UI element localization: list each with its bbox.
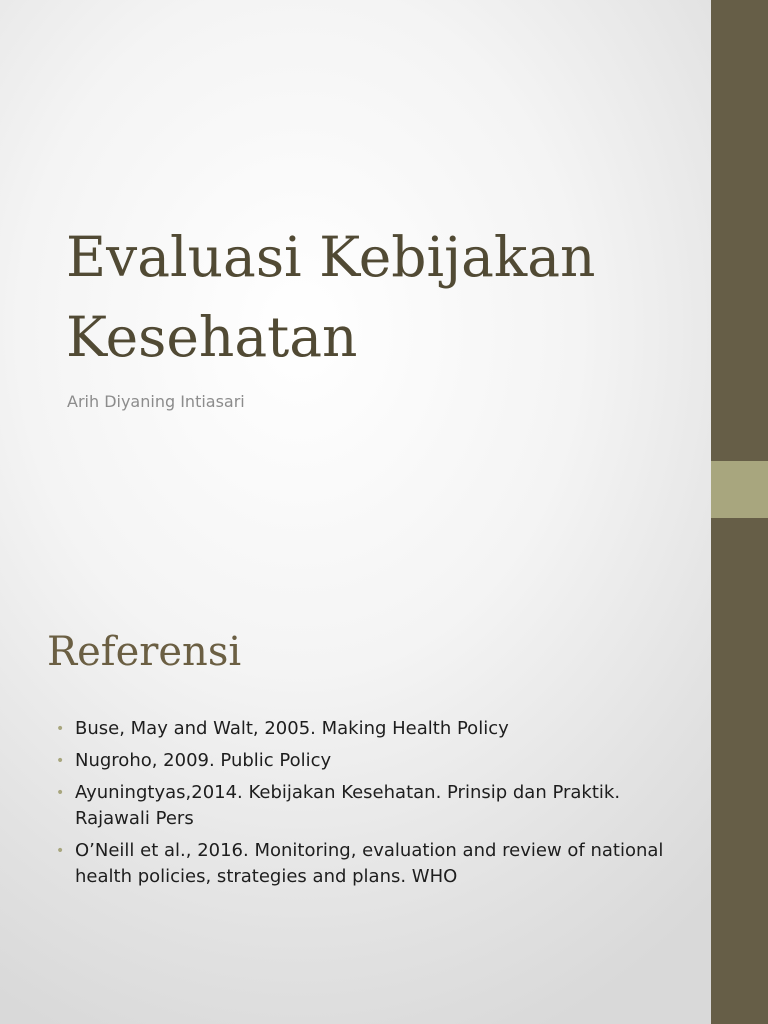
reference-item bbox=[56, 716, 696, 742]
bullet-icon: • bbox=[56, 785, 65, 801]
reference-item bbox=[56, 748, 696, 774]
reference-text: Nugroho, 2009. Public Policy bbox=[75, 750, 332, 771]
reference-item bbox=[56, 780, 696, 832]
reference-item bbox=[56, 838, 696, 890]
reference-text: Ayuningtyas,2014. Kebijakan Kesehatan. Prinsip dan Praktik. Rajawali Pers bbox=[75, 782, 621, 829]
slide-title bbox=[66, 217, 706, 377]
references-heading: Referensi bbox=[47, 629, 242, 675]
slide-title-line-2: Kesehatan bbox=[66, 305, 358, 369]
bullet-icon: • bbox=[56, 843, 65, 859]
bullet-icon: • bbox=[56, 721, 65, 737]
sidebar-accent-block bbox=[711, 461, 768, 518]
bullet-icon: • bbox=[56, 753, 65, 769]
reference-text: Buse, May and Walt, 2005. Making Health Policy bbox=[75, 718, 509, 739]
slide-title-line-1: Evaluasi Kebijakan bbox=[66, 225, 596, 289]
references-list bbox=[56, 716, 696, 896]
author-subtitle: Arih Diyaning Intiasari bbox=[67, 392, 245, 411]
reference-text: O’Neill et al., 2016. Monitoring, evaluation and review of national health policies, strategies and plans. WHO bbox=[75, 840, 664, 887]
